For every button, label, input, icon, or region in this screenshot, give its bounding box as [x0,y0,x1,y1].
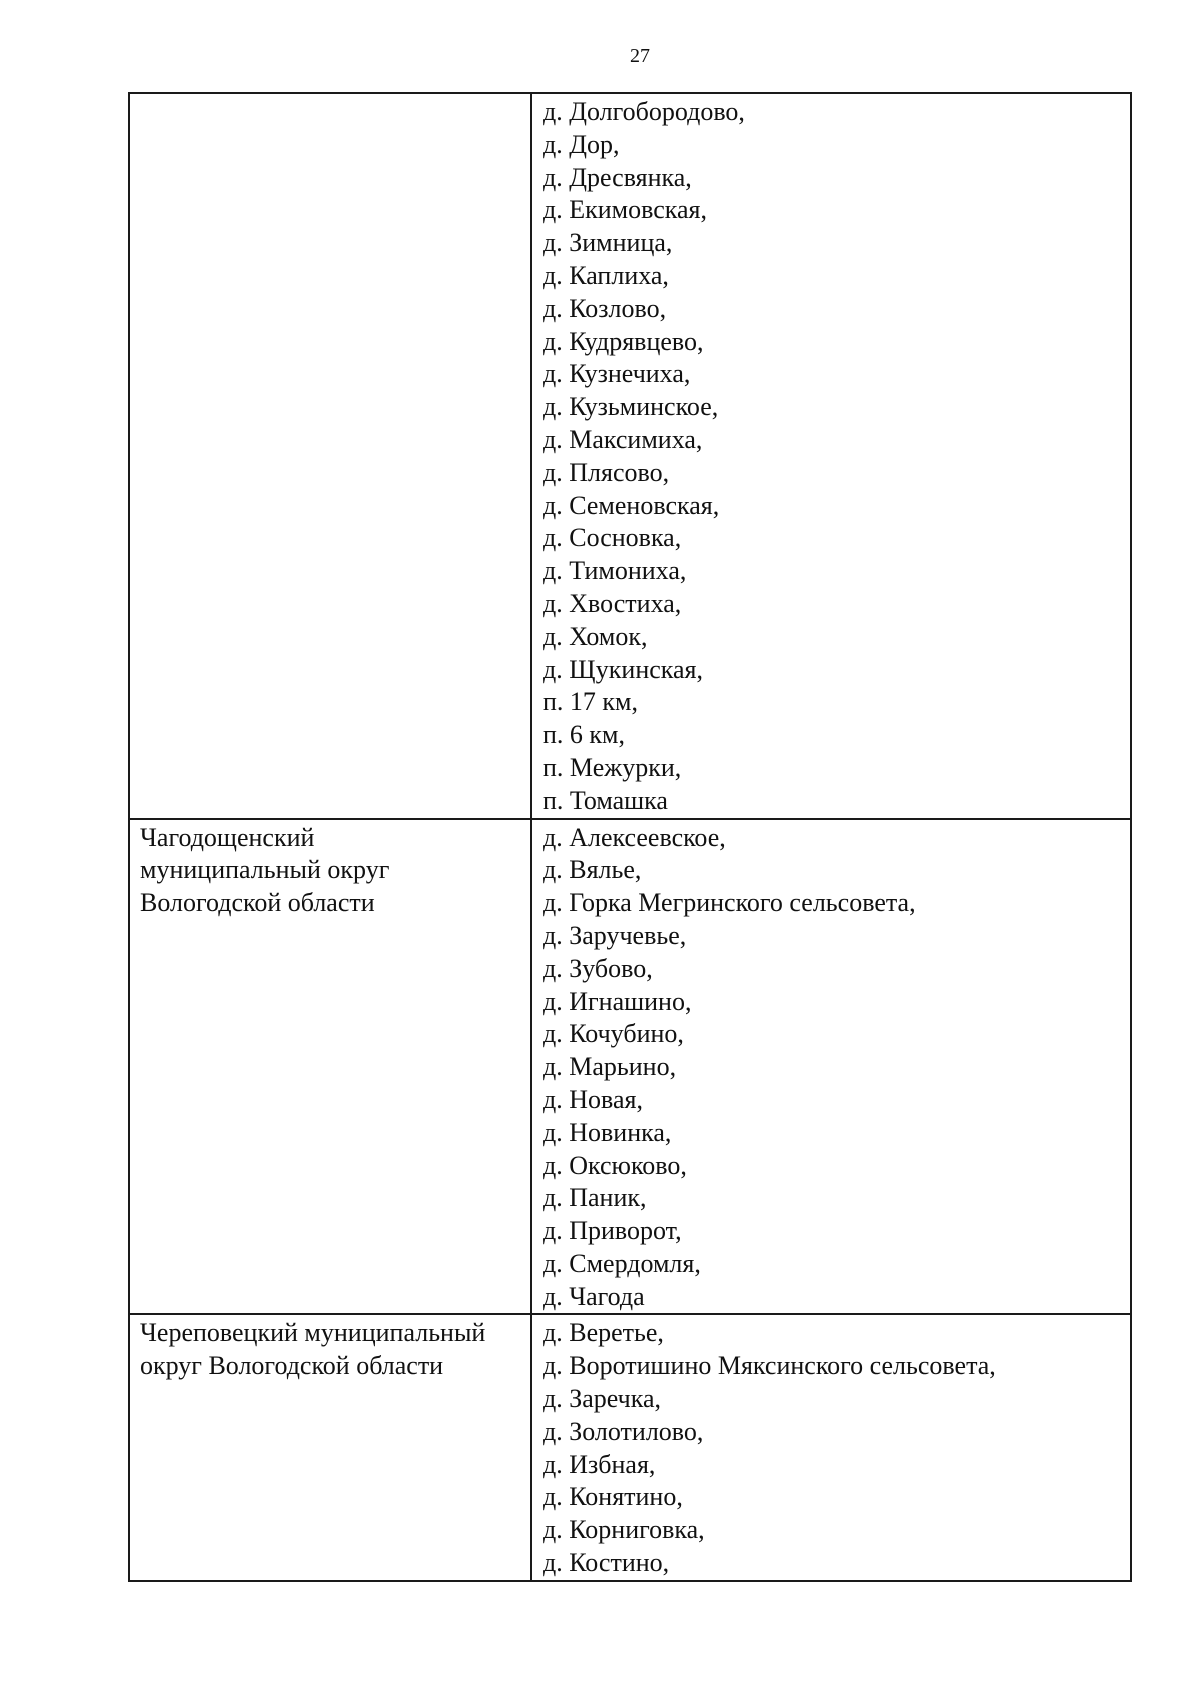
settlement-item: д. Дор, [543,129,620,159]
settlement-item: д. Щукинская, [543,654,704,684]
district-name-line: Вологодской области [140,888,375,918]
settlements-cell [531,93,1131,819]
settlement-item: д. Корниговка, [543,1515,705,1545]
district-name-line: муниципальный округ [140,855,390,885]
settlement-item: д. Новая, [543,1084,643,1114]
district-name-line: Череповецкий муниципальный [140,1318,486,1348]
table-row [129,819,1131,1315]
settlement-item: п. Межурки, [543,752,682,782]
settlement-item: д. Сосновка, [543,523,682,553]
settlements-table [128,92,1132,1582]
settlement-item: д. Дресвянка, [543,162,692,192]
settlement-item: д. Вялье, [543,855,642,885]
settlement-item: д. Горка Мегринского сельсовета, [543,888,916,918]
district-cell [129,93,531,819]
settlement-item: д. Костино, [543,1548,670,1578]
table-row [129,1314,1131,1580]
settlements-cell [531,819,1131,1315]
settlement-item: д. Паник, [543,1183,647,1213]
settlement-item: п. Томашка [543,785,668,815]
settlement-item: д. Каплиха, [543,260,669,290]
settlement-item: д. Хомок, [543,621,648,651]
settlement-item: д. Кудрявцево, [543,326,704,356]
settlement-item: д. Конятино, [543,1482,683,1512]
settlements-cell [531,1314,1131,1580]
settlement-item: д. Екимовская, [543,195,708,225]
settlement-item: д. Зимница, [543,228,673,258]
settlement-item: д. Тимониха, [543,556,687,586]
settlement-item: д. Смердомля, [543,1248,701,1278]
settlement-item: п. 6 км, [543,720,625,750]
settlement-item: д. Кочубино, [543,1019,684,1049]
settlement-item: д. Козлово, [543,293,667,323]
settlement-item: д. Воротишино Мяксинского сельсовета, [543,1351,996,1381]
settlement-item: д. Заручевье, [543,920,687,950]
settlement-item: д. Избная, [543,1449,656,1479]
district-cell [129,819,531,1315]
settlement-item: д. Кузьминское, [543,392,719,422]
settlement-item: д. Оксюково, [543,1150,687,1180]
settlement-item: д. Кузнечиха, [543,359,691,389]
district-name-line: округ Вологодской области [140,1351,444,1381]
settlement-item: д. Плясово, [543,457,670,487]
settlement-item: д. Золотилово, [543,1416,704,1446]
table-row [129,93,1131,819]
district-name-line: Чагодощенский [140,822,315,852]
settlement-item: д. Максимиха, [543,424,703,454]
settlement-item: п. 17 км, [543,687,638,717]
settlement-item: д. Долгобородово, [543,97,745,126]
settlement-item: д. Игнашино, [543,986,692,1016]
settlement-item: д. Алексеевское, [543,822,726,852]
settlement-item: д. Новинка, [543,1117,672,1147]
settlement-item: д. Зубово, [543,953,653,983]
settlement-item: д. Семеновская, [543,490,720,520]
district-cell [129,1314,531,1580]
page-number: 27 [630,45,650,67]
table-body [129,93,1131,1581]
settlement-item: д. Приворот, [543,1216,682,1246]
settlement-item: д. Марьино, [543,1052,677,1082]
settlement-item: д. Чагода [543,1281,645,1311]
settlement-item: д. Веретье, [543,1318,664,1348]
settlement-item: д. Хвостиха, [543,588,682,618]
settlement-item: д. Заречка, [543,1384,662,1414]
